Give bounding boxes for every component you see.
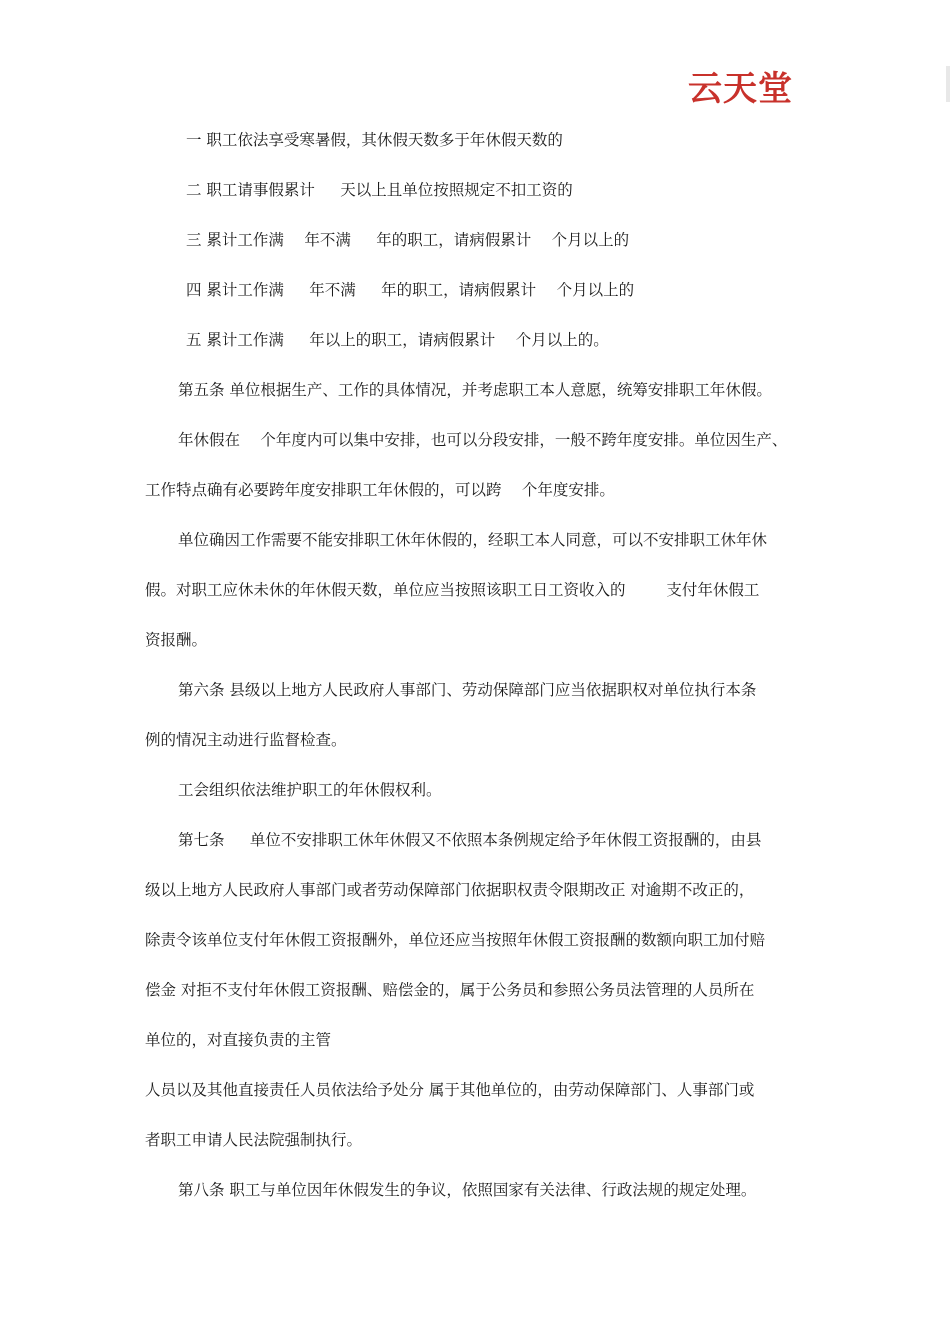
text-line: 假。对职工应休未休的年休假天数，单位应当按照该职工日工资收入的 支付年休假工 — [145, 581, 760, 599]
text-line: 五 累计工作满 年以上的职工，请病假累计 个月以上的。 — [186, 331, 609, 349]
text-line: 一 职工依法享受寒暑假，其休假天数多于年休假天数的 — [186, 131, 563, 149]
text-line: 第七条 单位不安排职工休年休假又不依照本条例规定给予年休假工资报酬的，由县 — [178, 831, 762, 849]
page-edge-mark — [946, 66, 950, 102]
text-line: 二 职工请事假累计 天以上且单位按照规定不扣工资的 — [186, 181, 573, 199]
text-line: 单位的，对直接负责的主管 — [145, 1031, 332, 1049]
text-line: 四 累计工作满 年不满 年的职工，请病假累计 个月以上的 — [186, 281, 635, 299]
text-line: 工会组织依法维护职工的年休假权利。 — [178, 781, 442, 799]
text-line: 人员以及其他直接责任人员依法给予处分 属于其他单位的，由劳动保障部门、人事部门或 — [145, 1081, 755, 1099]
text-line: 三 累计工作满 年不满 年的职工，请病假累计 个月以上的 — [186, 231, 630, 249]
text-line: 第五条 单位根据生产、工作的具体情况，并考虑职工本人意愿，统筹安排职工年休假。 — [178, 381, 772, 399]
text-line: 第八条 职工与单位因年休假发生的争议，依照国家有关法律、行政法规的规定处理。 — [178, 1181, 757, 1199]
text-line: 第六条 县级以上地方人民政府人事部门、劳动保障部门应当依据职权对单位执行本条 — [178, 681, 757, 699]
text-line: 级以上地方人民政府人事部门或者劳动保障部门依据职权责令限期改正 对逾期不改正的， — [145, 881, 755, 899]
text-line: 单位确因工作需要不能安排职工休年休假的，经职工本人同意，可以不安排职工休年休 — [178, 531, 768, 549]
text-line: 工作特点确有必要跨年度安排职工年休假的，可以跨 个年度安排。 — [145, 481, 615, 499]
text-line: 例的情况主动进行监督检查。 — [145, 731, 347, 749]
text-line: 年休假在 个年度内可以集中安排，也可以分段安排，一般不跨年度安排。单位因生产、 — [178, 431, 788, 449]
text-line: 者职工申请人民法院强制执行。 — [145, 1131, 363, 1149]
logo — [688, 62, 793, 108]
logo-text: 云天堂 — [688, 68, 793, 109]
text-line: 除责令该单位支付年休假工资报酬外，单位还应当按照年休假工资报酬的数额向职工加付赔 — [145, 931, 766, 949]
text-line: 偿金 对拒不支付年休假工资报酬、赔偿金的，属于公务员和参照公务员法管理的人员所在 — [145, 981, 755, 999]
text-line: 资报酬。 — [145, 631, 208, 649]
